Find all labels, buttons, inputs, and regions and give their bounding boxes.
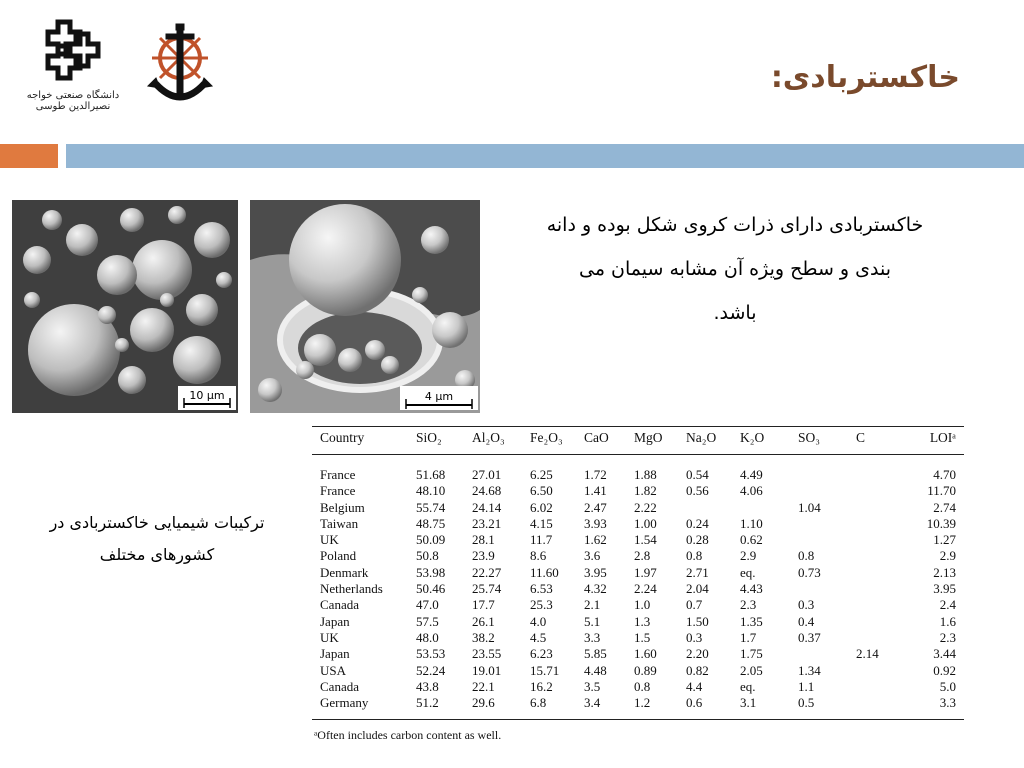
value-cell <box>856 663 902 679</box>
value-cell: 1.10 <box>740 515 763 531</box>
country-cell: France <box>320 467 356 482</box>
table-row <box>312 565 964 581</box>
value-cell: 1.27 <box>933 532 956 548</box>
value-cell <box>856 565 902 581</box>
value-cell: 2.47 <box>584 499 607 515</box>
table-header-row <box>312 427 964 455</box>
header-cell: SO₃ <box>798 430 820 445</box>
chemical-composition-table <box>312 426 1005 746</box>
value-cell: 2.3 <box>740 597 757 613</box>
value-cell: 28.1 <box>472 532 495 548</box>
value-cell: 53.98 <box>416 564 446 580</box>
table-row <box>312 516 964 532</box>
value-cell: 1.04 <box>798 499 821 515</box>
value-cell: 11.70 <box>927 483 956 499</box>
value-cell: 0.28 <box>686 532 709 548</box>
value-cell <box>798 516 856 532</box>
value-cell: 1.00 <box>634 515 657 531</box>
country-cell: UK <box>320 532 339 548</box>
value-cell: 25.74 <box>472 581 502 597</box>
value-cell: 10.39 <box>926 515 956 531</box>
value-cell: 55.74 <box>416 499 446 515</box>
value-cell: 0.7 <box>686 597 703 613</box>
value-cell: 24.14 <box>472 499 502 515</box>
logo-area <box>18 12 218 112</box>
value-cell: 8.6 <box>530 548 547 564</box>
value-cell: 11.7 <box>530 532 553 548</box>
header-cell: CaO <box>584 430 609 445</box>
description-line: باشد. <box>713 302 757 324</box>
value-cell <box>856 516 902 532</box>
value-cell: 6.8 <box>530 695 547 711</box>
country-cell: France <box>320 483 356 499</box>
value-cell: 1.0 <box>634 597 651 613</box>
composition-table <box>312 426 964 720</box>
value-cell: 16.2 <box>530 678 553 694</box>
accent-bar-blue <box>66 144 1024 168</box>
university-logo <box>18 12 128 112</box>
country-cell: Taiwan <box>320 515 359 531</box>
value-cell <box>798 532 856 548</box>
value-cell <box>798 455 856 484</box>
table-row <box>312 548 964 564</box>
header-cell: Fe₂O₃ <box>530 430 563 445</box>
country-cell: Denmark <box>320 564 369 580</box>
value-cell: 2.4 <box>939 597 956 613</box>
value-cell: 0.3 <box>798 597 815 613</box>
value-cell: 2.14 <box>856 646 879 662</box>
value-cell: 3.6 <box>584 548 601 564</box>
value-cell: 27.01 <box>472 467 502 482</box>
table-row <box>312 663 964 679</box>
value-cell: 6.25 <box>530 467 553 482</box>
value-cell: 38.2 <box>472 629 495 645</box>
value-cell: 2.71 <box>686 564 709 580</box>
table-row <box>312 581 964 597</box>
country-cell: USA <box>320 662 347 678</box>
table-row <box>312 500 964 516</box>
description-text <box>500 203 970 335</box>
value-cell: 4.5 <box>530 629 547 645</box>
value-cell <box>856 532 902 548</box>
value-cell: 43.8 <box>416 678 439 694</box>
value-cell: 2.05 <box>740 662 763 678</box>
value-cell: 4.4 <box>686 678 703 694</box>
value-cell: 24.68 <box>472 483 502 499</box>
description-line: خاکستربادی دارای ذرات کروی شکل بوده و دانه <box>546 214 924 236</box>
value-cell: 5.0 <box>939 678 956 694</box>
value-cell: 1.5 <box>634 629 651 645</box>
value-cell: 52.24 <box>416 662 446 678</box>
country-cell: Japan <box>320 646 350 662</box>
value-cell: 3.1 <box>740 695 757 711</box>
value-cell: 19.01 <box>472 662 502 678</box>
value-cell: 23.9 <box>472 548 495 564</box>
value-cell: 6.50 <box>530 483 553 499</box>
value-cell: 5.1 <box>584 613 601 629</box>
value-cell: 1.82 <box>634 483 657 499</box>
value-cell <box>856 581 902 597</box>
value-cell: 3.93 <box>584 515 607 531</box>
value-cell: 0.8 <box>634 678 651 694</box>
value-cell: 6.02 <box>530 499 553 515</box>
value-cell: 11.60 <box>530 564 559 580</box>
value-cell: 15.71 <box>530 662 560 678</box>
table-row <box>312 630 964 646</box>
value-cell: 0.54 <box>686 467 709 482</box>
value-cell: 4.43 <box>740 581 763 597</box>
value-cell: 1.3 <box>634 613 651 629</box>
value-cell: 48.75 <box>416 515 446 531</box>
value-cell: 1.62 <box>584 532 607 548</box>
value-cell: 4.70 <box>933 467 956 482</box>
header-cell: Na₂O <box>686 430 717 445</box>
value-cell: 2.1 <box>584 597 601 613</box>
value-cell <box>798 483 856 499</box>
value-cell: 4.06 <box>740 483 763 499</box>
scale-label-1: 10 μm <box>189 389 225 402</box>
table-row <box>312 695 964 720</box>
header-cell: Country <box>320 430 365 445</box>
value-cell: 6.23 <box>530 646 553 662</box>
country-cell: Canada <box>320 678 359 694</box>
table-row <box>312 679 964 695</box>
header-cell: LOIᵃ <box>929 430 956 445</box>
value-cell: 4.15 <box>530 515 553 531</box>
value-cell: 0.8 <box>686 548 703 564</box>
value-cell: 0.37 <box>798 629 821 645</box>
anchor-emblem-icon <box>146 20 214 112</box>
value-cell: 2.8 <box>634 548 651 564</box>
header-cell: C <box>856 430 866 445</box>
value-cell: 4.32 <box>584 581 607 597</box>
value-cell: 25.3 <box>530 597 553 613</box>
header-cell: K₂O <box>740 430 765 445</box>
value-cell <box>856 483 902 499</box>
value-cell: 48.10 <box>416 483 446 499</box>
country-cell: Germany <box>320 695 369 711</box>
value-cell: 2.9 <box>740 548 757 564</box>
value-cell: 3.4 <box>584 695 601 711</box>
value-cell <box>740 500 798 516</box>
value-cell: 0.56 <box>686 483 709 499</box>
value-cell: 1.7 <box>740 629 757 645</box>
value-cell: 4.48 <box>584 662 607 678</box>
value-cell: 3.44 <box>933 646 956 662</box>
accent-bar-orange <box>0 144 58 168</box>
value-cell: 29.6 <box>472 695 495 711</box>
table-caption <box>22 507 292 571</box>
value-cell: 1.72 <box>584 467 607 482</box>
value-cell: 2.74 <box>933 499 956 515</box>
table-row <box>312 597 964 613</box>
value-cell: 1.34 <box>798 662 821 678</box>
value-cell: 1.60 <box>634 646 657 662</box>
value-cell: 5.85 <box>584 646 607 662</box>
value-cell: 1.97 <box>634 564 657 580</box>
value-cell: 0.4 <box>798 613 815 629</box>
value-cell: 2.24 <box>634 581 657 597</box>
value-cell: 51.2 <box>416 695 439 711</box>
fly-ash-micrograph-1 <box>12 200 238 413</box>
value-cell: 50.8 <box>416 548 439 564</box>
value-cell: 0.24 <box>686 515 709 531</box>
value-cell <box>856 548 902 564</box>
value-cell: 0.82 <box>686 662 709 678</box>
value-cell: 22.27 <box>472 564 502 580</box>
value-cell: 2.04 <box>686 581 709 597</box>
country-cell: Poland <box>320 548 357 564</box>
table-row <box>312 483 964 499</box>
value-cell: 1.6 <box>939 613 956 629</box>
value-cell <box>856 500 902 516</box>
value-cell: 23.21 <box>472 515 502 531</box>
value-cell: 3.3 <box>584 629 601 645</box>
value-cell: 3.95 <box>584 564 607 580</box>
header-cell: SiO₂ <box>416 430 442 445</box>
value-cell: 1.54 <box>634 532 657 548</box>
value-cell: 0.73 <box>798 564 821 580</box>
value-cell: 50.46 <box>416 581 446 597</box>
value-cell: 23.55 <box>472 646 502 662</box>
value-cell <box>856 597 902 613</box>
value-cell: eq. <box>740 678 756 694</box>
value-cell: 2.22 <box>634 499 657 515</box>
value-cell: 1.35 <box>740 613 763 629</box>
value-cell: 2.20 <box>686 646 709 662</box>
value-cell: 1.1 <box>798 678 815 694</box>
table-row <box>312 532 964 548</box>
value-cell: 1.50 <box>686 613 709 629</box>
value-cell <box>798 581 856 597</box>
value-cell: 0.89 <box>634 662 657 678</box>
value-cell: 1.75 <box>740 646 763 662</box>
caption-line: ترکیبات شیمیایی خاکستربادی در <box>49 513 265 532</box>
country-cell: Japan <box>320 613 350 629</box>
value-cell <box>856 455 902 484</box>
value-cell: 3.3 <box>939 695 956 711</box>
value-cell: 2.3 <box>939 629 956 645</box>
value-cell: eq. <box>740 564 756 580</box>
value-cell <box>856 679 902 695</box>
fly-ash-micrograph-2 <box>250 200 480 413</box>
value-cell <box>686 500 740 516</box>
value-cell: 2.9 <box>939 548 956 564</box>
scale-label-2: 4 μm <box>424 390 454 403</box>
value-cell: 50.09 <box>416 532 446 548</box>
country-cell: UK <box>320 629 339 645</box>
value-cell: 47.0 <box>416 597 439 613</box>
value-cell: 2.13 <box>933 564 956 580</box>
value-cell: 48.0 <box>416 629 439 645</box>
value-cell: 17.7 <box>472 597 495 613</box>
value-cell <box>856 630 902 646</box>
country-cell: Netherlands <box>320 581 383 597</box>
value-cell: 3.95 <box>933 581 956 597</box>
value-cell: 4.0 <box>530 613 547 629</box>
table-row <box>312 646 964 662</box>
value-cell <box>856 614 902 630</box>
header-cell: MgO <box>634 430 663 445</box>
university-name: دانشگاه صنعتی خواجه نصیرالدین طوسی <box>26 90 120 112</box>
value-cell: 1.41 <box>584 483 607 499</box>
header-cell: Al₂O₃ <box>472 430 505 445</box>
value-cell: 4.49 <box>740 467 763 482</box>
value-cell: 0.6 <box>686 695 703 711</box>
table-body <box>312 455 964 720</box>
description-line: بندی و سطح ویژه آن مشابه سیمان می <box>578 258 891 280</box>
value-cell: 3.5 <box>584 678 601 694</box>
value-cell: 1.88 <box>634 467 657 482</box>
table-row <box>312 455 964 484</box>
country-cell: Canada <box>320 597 359 613</box>
caption-line: کشورهای مختلف <box>99 545 215 564</box>
value-cell: 51.68 <box>416 467 446 482</box>
value-cell: 1.2 <box>634 695 651 711</box>
value-cell <box>798 646 856 662</box>
slide-title: خاکستربادی: <box>770 60 960 95</box>
value-cell: 0.3 <box>686 629 703 645</box>
value-cell: 0.92 <box>933 662 956 678</box>
value-cell: 26.1 <box>472 613 495 629</box>
country-cell: Belgium <box>320 499 365 515</box>
table-row <box>312 614 964 630</box>
value-cell <box>856 695 902 720</box>
value-cell: 53.53 <box>416 646 446 662</box>
value-cell: 0.62 <box>740 532 763 548</box>
table-footnote: ᵃOften includes carbon content as well. <box>314 728 502 743</box>
value-cell: 0.8 <box>798 548 815 564</box>
value-cell: 0.5 <box>798 695 815 711</box>
value-cell: 22.1 <box>472 678 495 694</box>
value-cell: 6.53 <box>530 581 553 597</box>
value-cell: 57.5 <box>416 613 439 629</box>
